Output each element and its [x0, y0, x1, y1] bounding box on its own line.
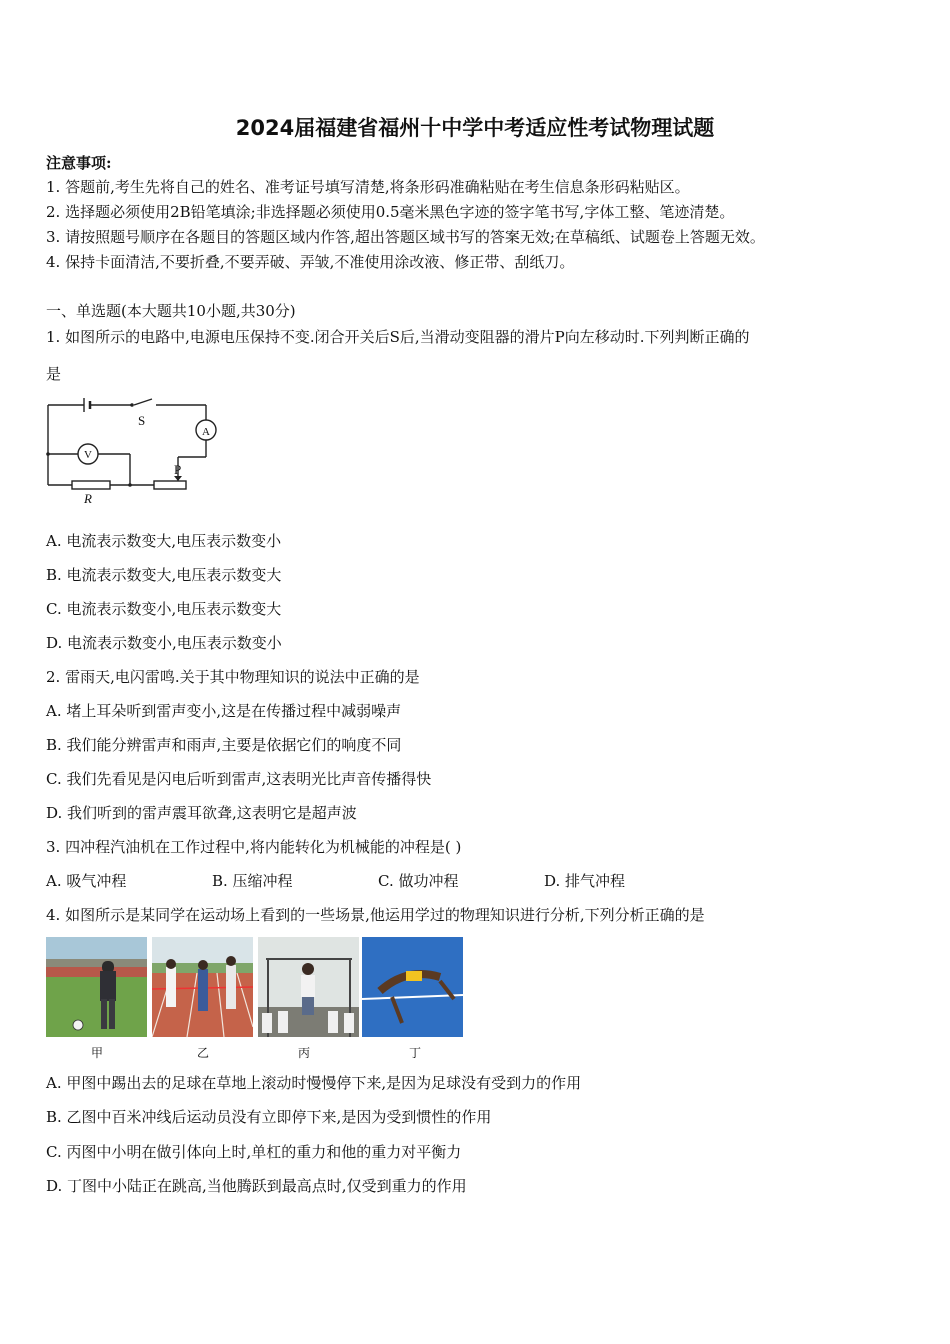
rheostat — [154, 481, 186, 489]
q4-option-c: C. 丙图中小明在做引体向上时,单杠的重力和他的重力对平衡力 — [46, 1143, 462, 1161]
q4-option-b: B. 乙图中百米冲线后运动员没有立即停下来,是因为受到惯性的作用 — [46, 1108, 492, 1126]
q3-option-b: B. 压缩冲程 — [212, 872, 293, 890]
q2-stem: 2. 雷雨天,电闪雷鸣.关于其中物理知识的说法中正确的是 — [46, 668, 420, 686]
notice-item: 2. 选择题必须使用2B铅笔填涂;非选择题必须使用0.5毫米黑色字迹的签字笔书写,字体工整、笔迹清楚。 — [46, 203, 735, 221]
page-title: 2024届福建省福州十中学中考适应性考试物理试题 — [235, 116, 715, 140]
caption-ding: 丁 — [408, 1046, 421, 1060]
notice-heading: 注意事项: — [46, 154, 112, 172]
q2-option-d: D. 我们听到的雷声震耳欲聋,这表明它是超声波 — [46, 804, 357, 822]
caption-bing: 丙 — [297, 1046, 310, 1060]
section-heading: 一、单选题(本大题共10小题,共30分) — [46, 302, 296, 320]
q1-stem-cont: 是 — [46, 365, 62, 383]
ammeter-label: A — [202, 426, 210, 438]
q4-option-a: A. 甲图中踢出去的足球在草地上滚动时慢慢停下来,是因为足球没有受到力的作用 — [46, 1074, 582, 1092]
caption-yi: 乙 — [196, 1046, 209, 1060]
q2-option-b: B. 我们能分辨雷声和雨声,主要是依据它们的响度不同 — [46, 736, 402, 754]
q1-option-c: C. 电流表示数变小,电压表示数变大 — [46, 600, 282, 618]
q3-option-c: C. 做功冲程 — [378, 872, 459, 890]
photo-sprint — [152, 937, 253, 1037]
q3-option-a: A. 吸气冲程 — [46, 872, 127, 890]
q3-option-d: D. 排气冲程 — [544, 872, 626, 890]
switch-blade — [134, 399, 152, 405]
q3-stem: 3. 四冲程汽油机在工作过程中,将内能转化为机械能的冲程是( ) — [46, 838, 462, 856]
q2-option-c: C. 我们先看见是闪电后听到雷声,这表明光比声音传播得快 — [46, 770, 432, 788]
q1-stem: 1. 如图所示的电路中,电源电压保持不变.闭合开关后S后,当滑动变阻器的滑片P向左移动时.下列判断正确的 — [46, 328, 750, 346]
slider-label: P — [174, 462, 182, 477]
switch-label: S — [138, 413, 146, 428]
q1-option-a: A. 电流表示数变大,电压表示数变小 — [46, 532, 282, 550]
q1-option-d: D. 电流表示数变小,电压表示数变小 — [46, 634, 282, 652]
q3-options — [46, 871, 710, 891]
photo-pullup — [258, 937, 359, 1037]
photo-soccer — [46, 937, 147, 1037]
resistor-r — [72, 481, 110, 489]
q1-option-b: B. 电流表示数变大,电压表示数变大 — [46, 566, 282, 584]
q4-option-d: D. 丁图中小陆正在跳高,当他腾跃到最高点时,仅受到重力的作用 — [46, 1177, 467, 1195]
caption-jia: 甲 — [90, 1046, 103, 1060]
photo-highjump — [362, 937, 463, 1037]
notice-item: 3. 请按照题号顺序在各题目的答题区域内作答,超出答题区域书写的答案无效;在草稿纸、试题卷上答题无效。 — [46, 228, 765, 246]
voltmeter-label: V — [84, 449, 92, 461]
notice-item: 4. 保持卡面清洁,不要折叠,不要弄破、弄皱,不准使用涂改液、修正带、刮纸刀。 — [46, 253, 575, 271]
resistor-label: R — [84, 491, 92, 506]
circuit-diagram — [40, 395, 225, 507]
q2-option-a: A. 堵上耳朵听到雷声变小,这是在传播过程中减弱噪声 — [46, 702, 402, 720]
q4-stem: 4. 如图所示是某同学在运动场上看到的一些场景,他运用学过的物理知识进行分析,下列分析正确的是 — [46, 906, 705, 924]
notice-item: 1. 答题前,考生先将自己的姓名、准考证号填写清楚,将条形码准确粘贴在考生信息条形码粘贴区。 — [46, 178, 690, 196]
